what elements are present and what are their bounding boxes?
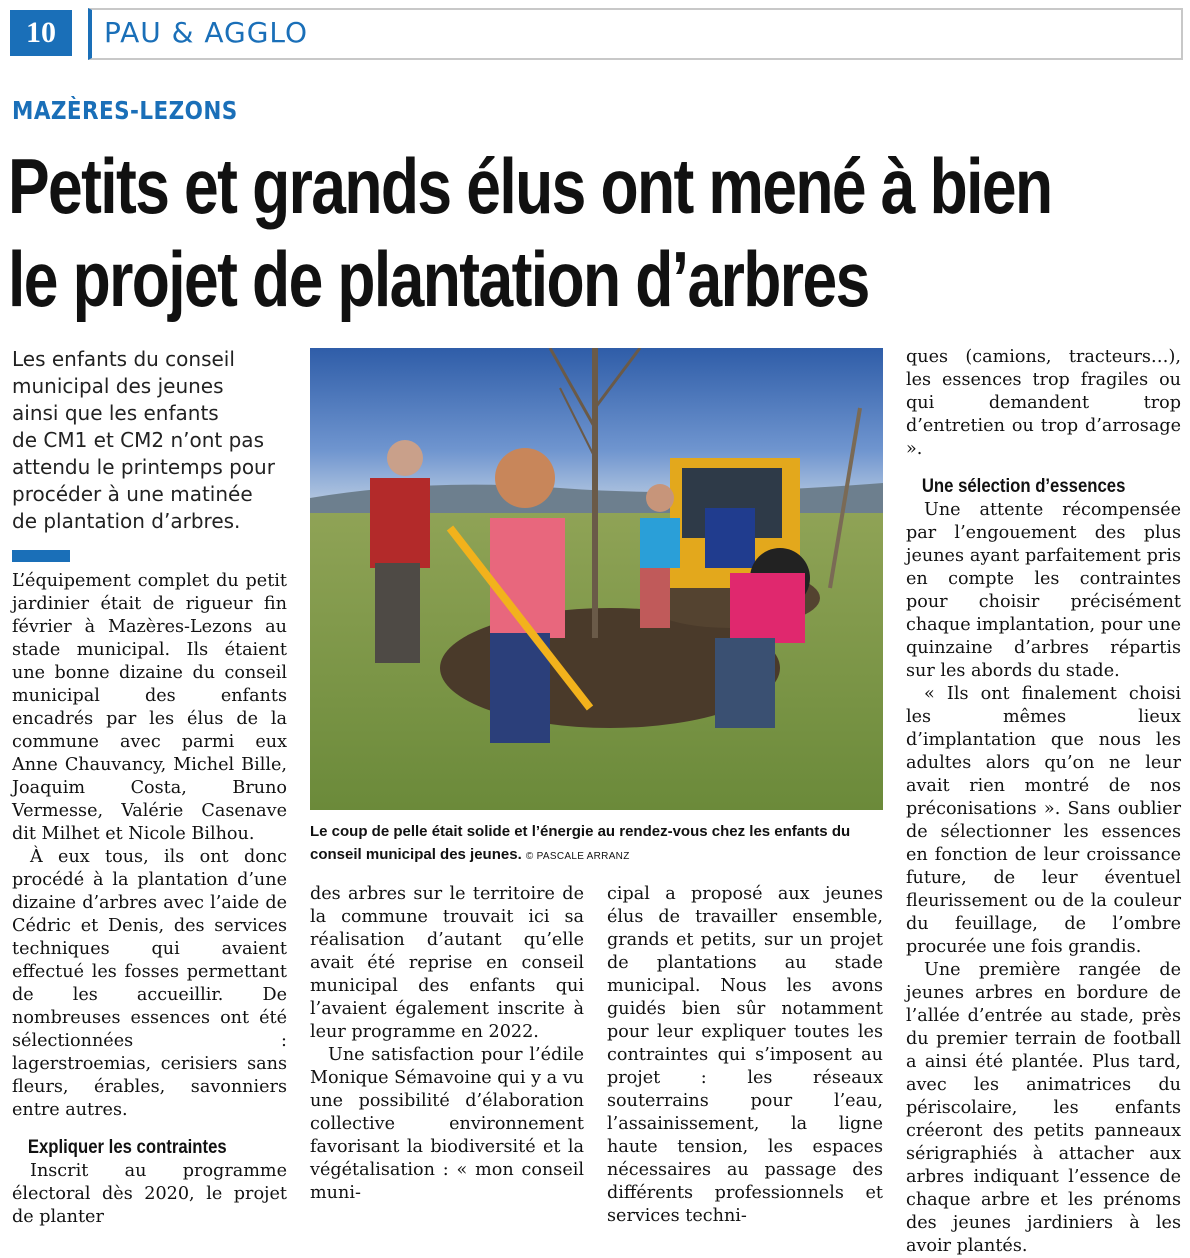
body-paragraph: cipal a proposé aux jeunes élus de travailler ensemble, grands et petits, sur un projet de plantations au stade municipal. Nous les avons guidés bien sûr notamment pour leur expliquer toutes les contraintes qui s’imposent au projet : les réseaux souterrains pour l’eau, l’assainissement, la ligne haute tension, les espaces nécessaires au passage des différents professionnels et services techni- [607,884,883,1226]
section-banner [88,8,1183,60]
body-paragraph: des arbres sur le territoire de la commune trouvait ici sa réalisation d’autant qu’elle avait été reprise en conseil municipal des enfants qui l’avaient également inscrite à leur programme en 2022. [310,884,584,1042]
standfirst-line: de plantation d’arbres. [12,509,241,533]
body-paragraph: Inscrit au programme électoral dès 2020, le projet de planter [12,1161,287,1227]
page-number: 10 [10,10,72,56]
body-paragraph: Une satisfaction pour l’édile Monique Sémavoine qui y a vu une possibilité d’élaboration collective environnement favorisant la biodiversité et la végétalisation : « mon conseil muni- [310,1045,584,1203]
photo-caption [310,820,885,868]
standfirst-line: Les enfants du conseil [12,347,235,371]
column-1 [12,570,287,1229]
article-photo [310,348,883,810]
body-paragraph: Une attente récompensée par l’engouement des plus jeunes ayant parfaitement pris en compte les contraintes pour choisir précisément chaque implantation, pour une quinzaine d’arbres répartis sur les abords du stade. [906,500,1181,681]
column-4 [906,346,1181,1258]
subheading: Une sélection d’essences [921,476,1126,497]
standfirst-line: procéder à une matinée [12,482,253,506]
article-standfirst [12,346,302,535]
accent-rule [12,550,70,562]
photo-credit: © PASCALE ARRANZ [525,851,630,862]
headline-line: Petits et grands élus ont mené à bien [8,142,1052,230]
standfirst-line: municipal des jeunes [12,374,224,398]
body-paragraph: À eux tous, ils ont donc procédé à la plantation d’une dizaine d’arbres avec l’aide de Cédric et Denis, des services techniques qui avaient effectué les fosses permettant de les accueillir. De nombreuses essences ont été sélectionnées : lagerstroemias, cerisiers sans fleurs, érables, savonniers entre autres. [12,847,287,1120]
subheading: Expliquer les contraintes [27,1137,227,1158]
section-name: PAU & AGGLO [104,16,309,49]
body-paragraph: L’équipement complet du petit jardinier était de rigueur fin février à Mazères-Lezons au stade municipal. Ils étaient une bonne dizaine du conseil municipal des enfants encadrés par les élus de la commune avec parmi eux Anne Chauvancy, Michel Bille, Joaquim Costa, Bruno Vermesse, Valérie Casenave dit Milhet et Nicole Bilhou. [12,571,287,844]
column-3 [607,883,883,1228]
caption-text: Le coup de pelle était solide et l’énergie au rendez-vous chez les enfants du conseil municipal des jeunes. [310,823,851,863]
body-paragraph: « Ils ont finalement choisi les mêmes lieux d’implantation que nous les adultes alors qu’on ne leur avait rien montré de nos préconisations ». Sans oublier de sélectionner les essences en fonction de leur croissance future, de leur éventuel fleurissement ou de la couleur du feuillage, de l’ombre procurée une fois grandis. [906,684,1181,957]
standfirst-line: de CM1 et CM2 n’ont pas [12,428,264,452]
standfirst-line: ainsi que les enfants [12,401,219,425]
standfirst-line: attendu le printemps pour [12,455,275,479]
column-2 [310,883,584,1205]
article-headline [8,140,1052,326]
article-kicker: MAZÈRES-LEZONS [12,96,238,125]
headline-line: le projet de plantation d’arbres [8,235,869,323]
body-paragraph: ques (camions, tracteurs…), les essences trop fragiles ou qui demandent trop d’entretien ou trop d’arrosage ». [906,347,1181,459]
page-header [0,0,1190,70]
body-paragraph: Une première rangée de jeunes arbres en bordure de l’allée d’entrée au stade, près du premier terrain de football a ainsi été plantée. Plus tard, avec les animatrices du périscolaire, les enfants créeront des petits panneaux sérigraphiés à attacher aux arbres indiquant l’essence de chaque arbre et les prénoms des jeunes jardiniers à les avoir plantés. [906,960,1181,1256]
